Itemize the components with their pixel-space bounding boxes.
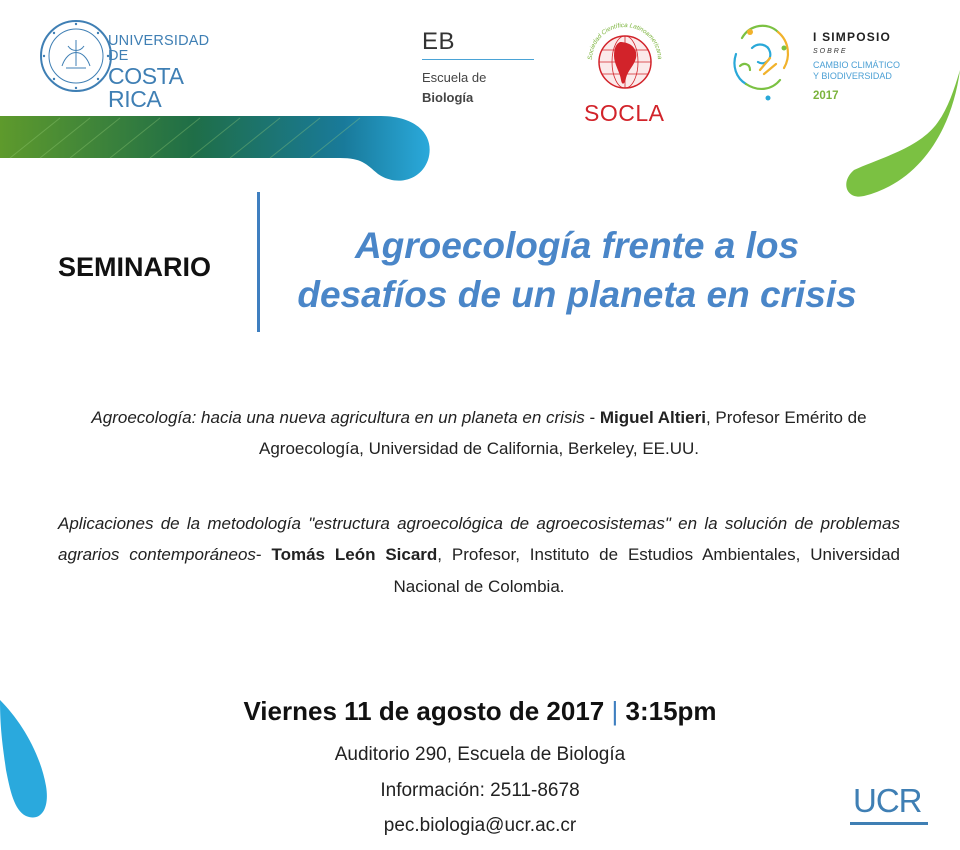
seminar-title-line1: Agroecología frente a los bbox=[354, 225, 800, 266]
socla-name: SOCLA bbox=[584, 100, 665, 126]
ucr-footer-text: UCR bbox=[853, 782, 922, 819]
socla-logo bbox=[570, 18, 680, 128]
ucr-name-line2: COSTA RICA bbox=[108, 63, 183, 112]
eb-abbreviation: EB bbox=[422, 28, 456, 55]
event-venue: Auditorio 290, Escuela de Biología bbox=[334, 744, 626, 765]
datetime-separator: | bbox=[611, 696, 619, 726]
leaf-swoosh-banner bbox=[0, 108, 440, 188]
talk-separator: - bbox=[584, 408, 600, 427]
simposio-sobre: SOBRE bbox=[813, 48, 848, 55]
seminar-title bbox=[262, 222, 892, 320]
socla-globe-icon bbox=[570, 18, 680, 100]
talk-title: Agroecología: hacia una nueva agricultura en un planeta en crisis bbox=[91, 408, 585, 427]
ucr-seal-icon bbox=[38, 18, 114, 94]
ucr-name-line1: UNIVERSIDAD DE bbox=[108, 33, 210, 64]
talk-affiliation: , Profesor, Instituto de Estudios Ambientales, Universidad Nacional de Colombia. bbox=[393, 545, 900, 596]
simposio-year: 2017 bbox=[813, 90, 839, 102]
event-date: Viernes 11 de agosto de 2017 bbox=[243, 696, 605, 726]
seminar-title-line2: desafíos de un planeta en crisis bbox=[297, 273, 857, 315]
simposio-title: I SIMPOSIO bbox=[813, 30, 892, 44]
talk-speaker: Tomás León Sicard bbox=[271, 545, 438, 565]
socla-ring-text: Sociedad Científica Latinoamericana bbox=[586, 21, 664, 61]
talk-1 bbox=[58, 402, 900, 465]
ucr-logo bbox=[38, 18, 228, 112]
simposio-line1: CAMBIO CLIMÁTICO bbox=[813, 60, 901, 70]
title-divider bbox=[257, 192, 260, 332]
eb-line1: Escuela de bbox=[422, 70, 487, 85]
simposio-logo bbox=[728, 18, 928, 108]
event-time: 3:15pm bbox=[625, 696, 717, 726]
ucr-footer-underline bbox=[850, 822, 928, 825]
eb-line2: Biología bbox=[422, 90, 474, 105]
ucr-footer-logo bbox=[850, 782, 930, 832]
simposio-line2: Y BIODIVERSIDAD bbox=[813, 70, 892, 81]
talk-speaker: Miguel Altieri bbox=[599, 408, 706, 427]
event-phone: Información: 2511-8678 bbox=[380, 780, 580, 801]
simposio-emblem-icon bbox=[728, 18, 800, 108]
escuela-biologia-logo bbox=[422, 28, 537, 118]
event-datetime bbox=[0, 696, 960, 727]
talk-title: Aplicaciones de la metodología "estructura agroecológica de agroecosistemas" en la solución de problemas agrarios contemporáneos bbox=[58, 514, 900, 565]
talk-2 bbox=[58, 508, 900, 602]
seminar-label: SEMINARIO bbox=[58, 252, 212, 282]
event-email: pec.biologia@ucr.ac.cr bbox=[383, 815, 577, 836]
talk-separator: - bbox=[255, 545, 272, 565]
talk-affiliation: , Profesor Emérito de Agroecología, Universidad de California, Berkeley, EE.UU. bbox=[258, 408, 867, 459]
eb-divider bbox=[422, 59, 534, 60]
